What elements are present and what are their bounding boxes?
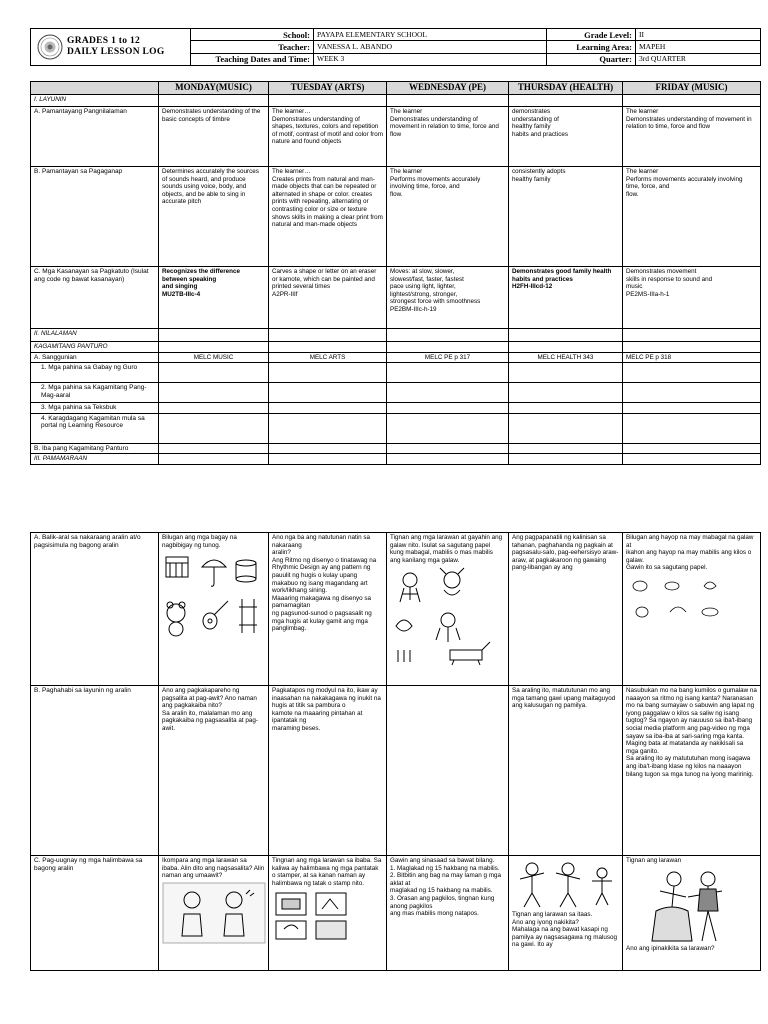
school-label: School: (191, 29, 314, 41)
quarter-value: 3rd QUARTER (636, 53, 761, 65)
competency-monday: Recognizes the difference between speaking and singing MU2TB-IIIc-4 (159, 267, 269, 329)
performance-standard-thursday: consistently adopts healthy family (509, 167, 623, 267)
purpose-wednesday (387, 686, 509, 856)
corner-header-cell (31, 82, 159, 95)
example-friday-caption: Tignan ang larawan (626, 857, 682, 864)
review-friday-text: Bilugan ang hayop na may mabagal na galaw at ikahon ang hayop na may mabilis ang kilos o galaw. Gawin ito sa sagutang papel. (626, 534, 754, 572)
performance-standard-friday: The learner Performs movements accurately involving time, force, and flow. (623, 167, 761, 267)
reference-wednesday: MELC PE p 317 (387, 352, 509, 363)
reference-friday: MELC PE p 318 (623, 352, 761, 363)
row-label-gabay-ng-guro: 1. Mga pahina sa Gabay ng Guro (31, 363, 159, 383)
performance-standard-monday: Determines accurately the sources of sounds heard, and produce sounds using voice, body, and objects, and be able to sing in accurate pitch (159, 167, 269, 267)
teacher-value: VANESSA L. ABANDO (314, 41, 547, 53)
dancing-couple-illustration (626, 867, 754, 945)
competency-friday: Demonstrates movement skills in response to sound and music PE2MS-IIIa-h-1 (623, 267, 761, 329)
review-thursday: Ang pagpapanatili ng kalinisan sa tahanan, paghahanda ng pagkain at pagsasalu-salo, pag-eehersisyo araw-araw, at pagkakaroon ng gawaing pang-libangan ay ang (509, 533, 623, 686)
review-wednesday-text: Tignan ang mga larawan at gayahin ang galaw nito. Isulat sa sagutang papel kung mabagal, mabilis o mas mabilis ang kanilang mga galaw. (390, 534, 503, 564)
teaching-dates-label: Teaching Dates and Time: (191, 53, 314, 65)
performance-standard-tuesday: The learner… Creates prints from natural and man-made objects that can be repeated or alternated in shape or color. creates prints with repeating, alternating or contrasting color or size or texture shows skills in making a clear print from natural and man-made objects (269, 167, 387, 267)
moving-animals-illustration (390, 566, 502, 666)
competency-thursday: Demonstrates good family health habits and practices H2FH-IIIcd-12 (509, 267, 623, 329)
review-monday-text: Bilugan ang mga bagay na nagbibigay ng tunog. (162, 534, 237, 549)
learning-area-value: MAPEH (636, 41, 761, 53)
purpose-thursday: Sa araling ito, matututunan mo ang mga tamang gawi upang maitaguyod ang kalusugan ng pamilya. (509, 686, 623, 856)
logo-subtitle: DAILY LESSON LOG (67, 47, 165, 57)
row-label-teksbuk: 3. Mga pahina sa Teksbuk (31, 403, 159, 414)
row-label-kasanayan-sa-pagkatuto: C. Mga Kasanayan sa Pagkatuto (Isulat ang code ng bawat kasanayan) (31, 267, 159, 329)
objectives-table (30, 81, 761, 465)
sound-objects-illustration (162, 551, 266, 646)
procedures-table (30, 532, 761, 971)
content-standard-monday: Demonstrates understanding of the basic concepts of timbre (159, 107, 269, 167)
example-wednesday: Gawin ang sinasaad sa bawat bilang. 1. Maglakad ng 15 hakbang na mabilis. 2. Bitbitin ang bag na may laman g mga aklat at maglakad ng 15 hakbang na mabilis. 3. Orasan ang pagkilos, tingnan kung anong pagkilos ang mas mabilis mong natapos. (387, 856, 509, 971)
example-friday-question: Ano ang ipinakikita sa larawan? (626, 944, 715, 952)
row-label-pamantayan-sa-pagaganap: B. Pamantayan sa Pagaganap (31, 167, 159, 267)
content-standard-tuesday: The learner… Demonstrates understanding of shapes, textures, colors and repetition of motif, contrast of motif and color from nature and found objects (269, 107, 387, 167)
example-friday (623, 856, 761, 971)
day-header-friday: FRIDAY (MUSIC) (623, 82, 761, 95)
day-header-monday: MONDAY(MUSIC) (159, 82, 269, 95)
content-standard-thursday: demonstrates understanding of healthy family habits and practices (509, 107, 623, 167)
grade-level-label: Grade Level: (547, 29, 636, 41)
example-monday-text: Ikompara ang mga larawan sa ibaba. Alin dito ang nagsasalita? Alin naman ang umaawit? (162, 857, 265, 880)
teaching-dates-value: WEEK 3 (314, 53, 547, 65)
review-friday (623, 533, 761, 686)
row-label-karagdagang-kagamitan: 4. Karagdagang Kagamitan mula sa portal ng Learning Resource (31, 413, 159, 443)
section-kagamitang-panturo: KAGAMITANG PANTURO (31, 342, 159, 353)
section-nilalaman: II. NILALAMAN (31, 329, 159, 342)
purpose-tuesday: Pagkatapos ng modyul na ito, ikaw ay inaasahan na nakakagawa ng inukit na hugis at titik sa pambura o kamote na maaaring pintahan at ipantatak ng maraming beses. (269, 686, 387, 856)
reference-tuesday: MELC ARTS (269, 352, 387, 363)
purpose-monday: Ano ang pagkakapareho ng pagsalita at pag-awit? Ano naman ang pagkakaiba nito? Sa aralin ito, malalaman mo ang pagkakaiba ng pagsasalita at pag-awit. (159, 686, 269, 856)
competency-wednesday: Moves: at slow, slower, slowest/fast, faster, fastest pace using light, lighter, lightest/strong, stronger, strongest force with smoothness PE2BM-IIIc-h-19 (387, 267, 509, 329)
day-header-tuesday: TUESDAY (ARTS) (269, 82, 387, 95)
lesson-log-header (30, 28, 761, 66)
purpose-friday: Nasubukan mo na bang kumilos o gumalaw na naaayon sa ritmo ng isang kanta? Naranasan mo na bang sumayaw o sabuwin ang lapat ng iyong paggalaw o kilos sa saliw ng isang tugtog? Sa ngayon ay nauuuso sa iba't-ibang social media platform ang pag-video ng mga sayaw sa iba-iba at sari-saring mga kanta. Maging bata at matatanda ay nakikisali sa mga ganito. Sa araling ito ay matututuhan mong isagawa ang iba't-ibang klase ng kilos na naaayon bilang tugon sa mga tunog na iyong maririnig. (623, 686, 761, 856)
learning-area-label: Learning Area: (547, 41, 636, 53)
row-label-iba-pang-kagamitan: B. Iba pang Kagamitang Panturo (31, 443, 159, 454)
reference-thursday: MELC HEALTH 343 (509, 352, 623, 363)
content-standard-wednesday: The learner Demonstrates understanding of movement in relation to time, force and flow (387, 107, 509, 167)
header-logo-cell (31, 29, 191, 66)
competency-tuesday: Carves a shape or letter on an eraser or kamote, which can be painted and printed several times A2PR-IIIf (269, 267, 387, 329)
review-tuesday: Ano nga ba ang natutunan natin sa nakaraang aralin? Ang Ritmo ng disenyo o tinatawag na Rhythmic Design ay ang pattern ng pauulit ng hugis o kulay upang makabuo ng isang magandang art work/likhang sining. Maaaring makagawa ng disenyo sa pamamagitan ng pagsunod-sunod o pagsasalit ng mga hugis at kulay gamit ang mga panglimbag. (269, 533, 387, 686)
stamp-examples-illustration (272, 889, 382, 943)
example-thursday (509, 856, 623, 971)
day-header-thursday: THURSDAY (HEALTH) (509, 82, 623, 95)
quarter-label: Quarter: (547, 53, 636, 65)
example-tuesday-text: Tingnan ang mga larawan sa ibaba. Sa kaliwa ay halimbawa ng mga pantatak o stamper, at sa kanan naman ay halimbawa ng tatak o stamp nito. (272, 857, 382, 887)
content-standard-friday: The learner Demonstrates understanding of movement in relation to time, force and flow (623, 107, 761, 167)
slow-fast-animals-illustration (626, 574, 746, 626)
section-pamamaraan: III. PAMAMARAAN (31, 454, 159, 465)
school-value: PAYAPA ELEMENTARY SCHOOL (314, 29, 547, 41)
grade-level-value: II (636, 29, 761, 41)
day-header-wednesday: WEDNESDAY (PE) (387, 82, 509, 95)
example-tuesday (269, 856, 387, 971)
performance-standard-wednesday: The learner Performs movements accurately involving time, force, and flow. (387, 167, 509, 267)
review-wednesday (387, 533, 509, 686)
row-label-kagamitang-pang-mag-aaral: 2. Mga pahina sa Kagamitang Pang-Mag-aaral (31, 383, 159, 403)
reference-monday: MELC MUSIC (159, 352, 269, 363)
review-monday (159, 533, 269, 686)
row-label-paghahabi: B. Paghahabi sa layunin ng aralin (31, 686, 159, 856)
row-label-sanggunian: A. Sanggunian (31, 352, 159, 363)
logo-title: GRADES 1 to 12 (67, 36, 141, 46)
section-layunin: I. LAYUNIN (31, 95, 159, 107)
family-exercise-illustration (512, 859, 622, 911)
deped-seal-icon (37, 34, 63, 60)
row-label-pag-uugnay: C. Pag-uugnay ng mga halimbawa sa bagong aralin (31, 856, 159, 971)
example-thursday-text: Tignan ang larawan sa itaas. Ano ang iyong nakikita? Mahalaga na ang bawat kasapi ng pamilya ay nagsasagawa ng malusog na gawi. Ito ay (512, 911, 618, 949)
teacher-label: Teacher: (191, 41, 314, 53)
row-label-pamantayang-pangnilalaman: A. Pamantayang Pangnilalaman (31, 107, 159, 167)
row-label-balik-aral: A. Balik-aral sa nakaraang aralin at/o pagsisimula ng bagong aralin (31, 533, 159, 686)
speaking-singing-illustration (162, 882, 266, 944)
example-monday (159, 856, 269, 971)
